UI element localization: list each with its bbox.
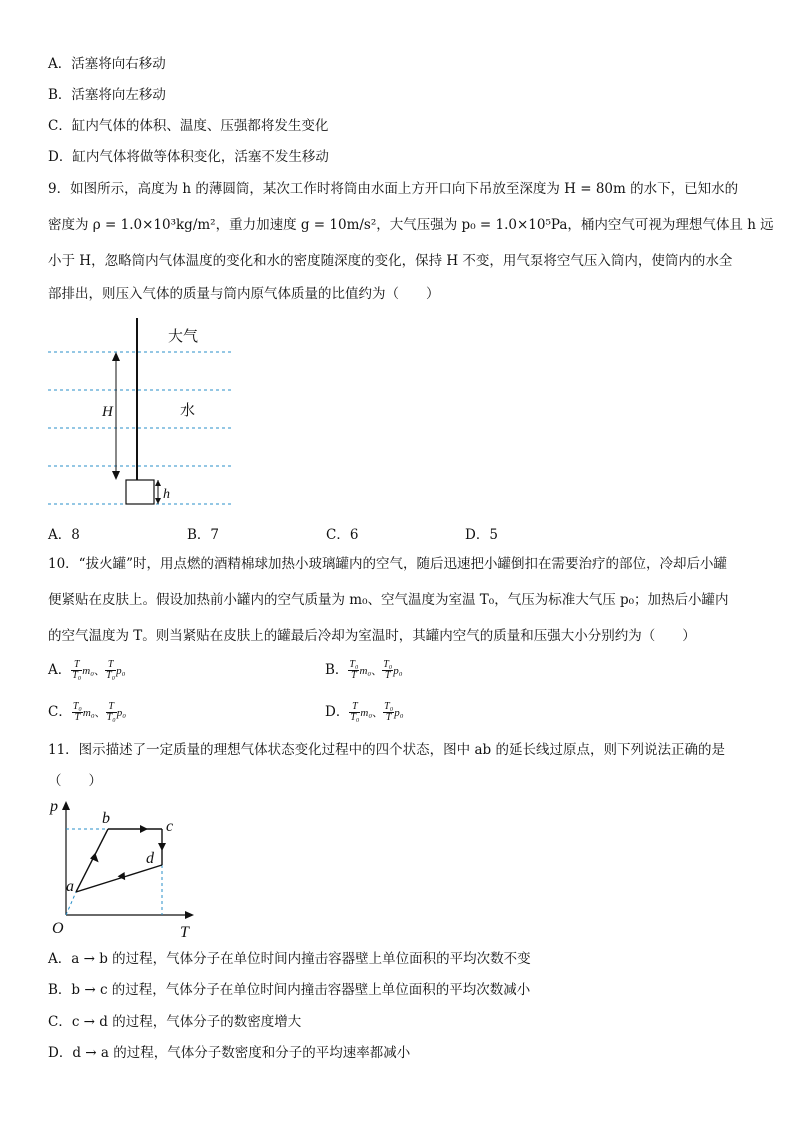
q9-line-2: 密度为 ρ = 1.0×10³kg/m²，重力加速度 g = 10m/s²，大气压强为 p₀ = 1.0×10⁵Pa，桶内空气可视为理想气体且 h 远: [48, 217, 774, 233]
q11-line-1: 11．图示描述了一定质量的理想气体状态变化过程中的四个状态，图中 ab 的延长线过原点，则下列说法正确的是: [48, 742, 725, 758]
q11-pT-graph: [42, 795, 202, 943]
line-ab: [76, 829, 108, 892]
label-h: h: [163, 487, 170, 502]
q8-option-c: C．缸内气体的体积、温度、压强都将发生变化: [48, 118, 329, 134]
q10-line-1: 10．“拔火罐”时，用点燃的酒精棉球加热小玻璃罐内的空气，随后迅速把小罐倒扣在需要治疗的部位，冷却后小罐: [48, 556, 727, 572]
arrow-bc: [140, 825, 148, 833]
q9-figure: [40, 312, 240, 512]
q11-option-d: D．d → a 的过程，气体分子数密度和分子的平均速率都减小: [48, 1045, 411, 1061]
cylinder-shape: [126, 480, 154, 504]
q9-line-4: 部排出，则压入气体的质量与筒内原气体质量的比值约为（ ）: [48, 286, 440, 302]
label-p: p: [50, 798, 58, 815]
q10-line-2: 便紧贴在皮肤上。假设加热前小罐内的空气质量为 m₀、空气温度为室温 T₀，气压为标准大气压 p₀；加热后小罐内: [48, 592, 729, 608]
arrow-cd: [158, 843, 166, 851]
q8-option-b: B．活塞将向左移动: [48, 87, 166, 103]
label-T: T: [180, 924, 189, 941]
q10-option-d: D． $\frac{T}{\text{T₀}}$ m₀、 $\frac{\text{T₀}}{T}$ p₀: [325, 701, 404, 723]
q10-line-3: 的空气温度为 T。则当紧贴在皮肤上的罐最后冷却为室温时，其罐内空气的质量和压强大小分别约为（ ）: [48, 628, 696, 644]
q9-option-c: C．6: [326, 527, 359, 543]
label-water: 水: [180, 403, 196, 419]
label-air: 大气: [168, 329, 199, 345]
label-b: b: [102, 810, 110, 827]
q9-line-1: 9．如图所示，高度为 h 的薄圆筒，某次工作时将筒由水面上方开口向下吊放至深度为 H = 80m 的水下，已知水的: [48, 181, 739, 197]
q9-option-d: D．5: [465, 527, 498, 543]
line-da: [76, 865, 162, 892]
label-d: d: [146, 850, 154, 867]
q10-option-a: A． $\frac{T}{\text{T₀}}$ m₀、 $\frac{T}{\text{T₀}}$ p₀: [48, 659, 126, 681]
q11-option-a: A．a → b 的过程，气体分子在单位时间内撞击容器壁上单位面积的平均次数不变: [48, 951, 531, 967]
q9-line-3: 小于 H，忽略筒内气体温度的变化和水的密度随深度的变化，保持 H 不变，用气泵将空气压入筒内，使筒内的水全: [48, 253, 733, 269]
q11-option-b: B．b → c 的过程，气体分子在单位时间内撞击容器壁上单位面积的平均次数减小: [48, 982, 531, 998]
q10-option-b: B． $\frac{\text{T₀}}{T}$ m₀、 $\frac{\text{T₀}}{T}$ p₀: [325, 659, 403, 681]
q8-option-d: D．缸内气体将做等体积变化，活塞不发生移动: [48, 149, 329, 165]
label-O: O: [52, 920, 64, 937]
q11-option-c: C．c → d 的过程，气体分子的数密度增大: [48, 1014, 302, 1030]
label-H: H: [102, 404, 113, 420]
q9-option-b: B．7: [187, 527, 220, 543]
label-c: c: [166, 818, 174, 835]
q8-option-a: A．活塞将向右移动: [48, 56, 166, 72]
label-a: a: [66, 878, 74, 895]
q10-option-c: C． $\frac{\text{T₀}}{T}$ m₀、 $\frac{T}{\text{T₀}}$ p₀: [48, 701, 127, 723]
q11-line-2: （ ）: [48, 773, 102, 789]
q9-option-a: A．8: [48, 527, 80, 543]
